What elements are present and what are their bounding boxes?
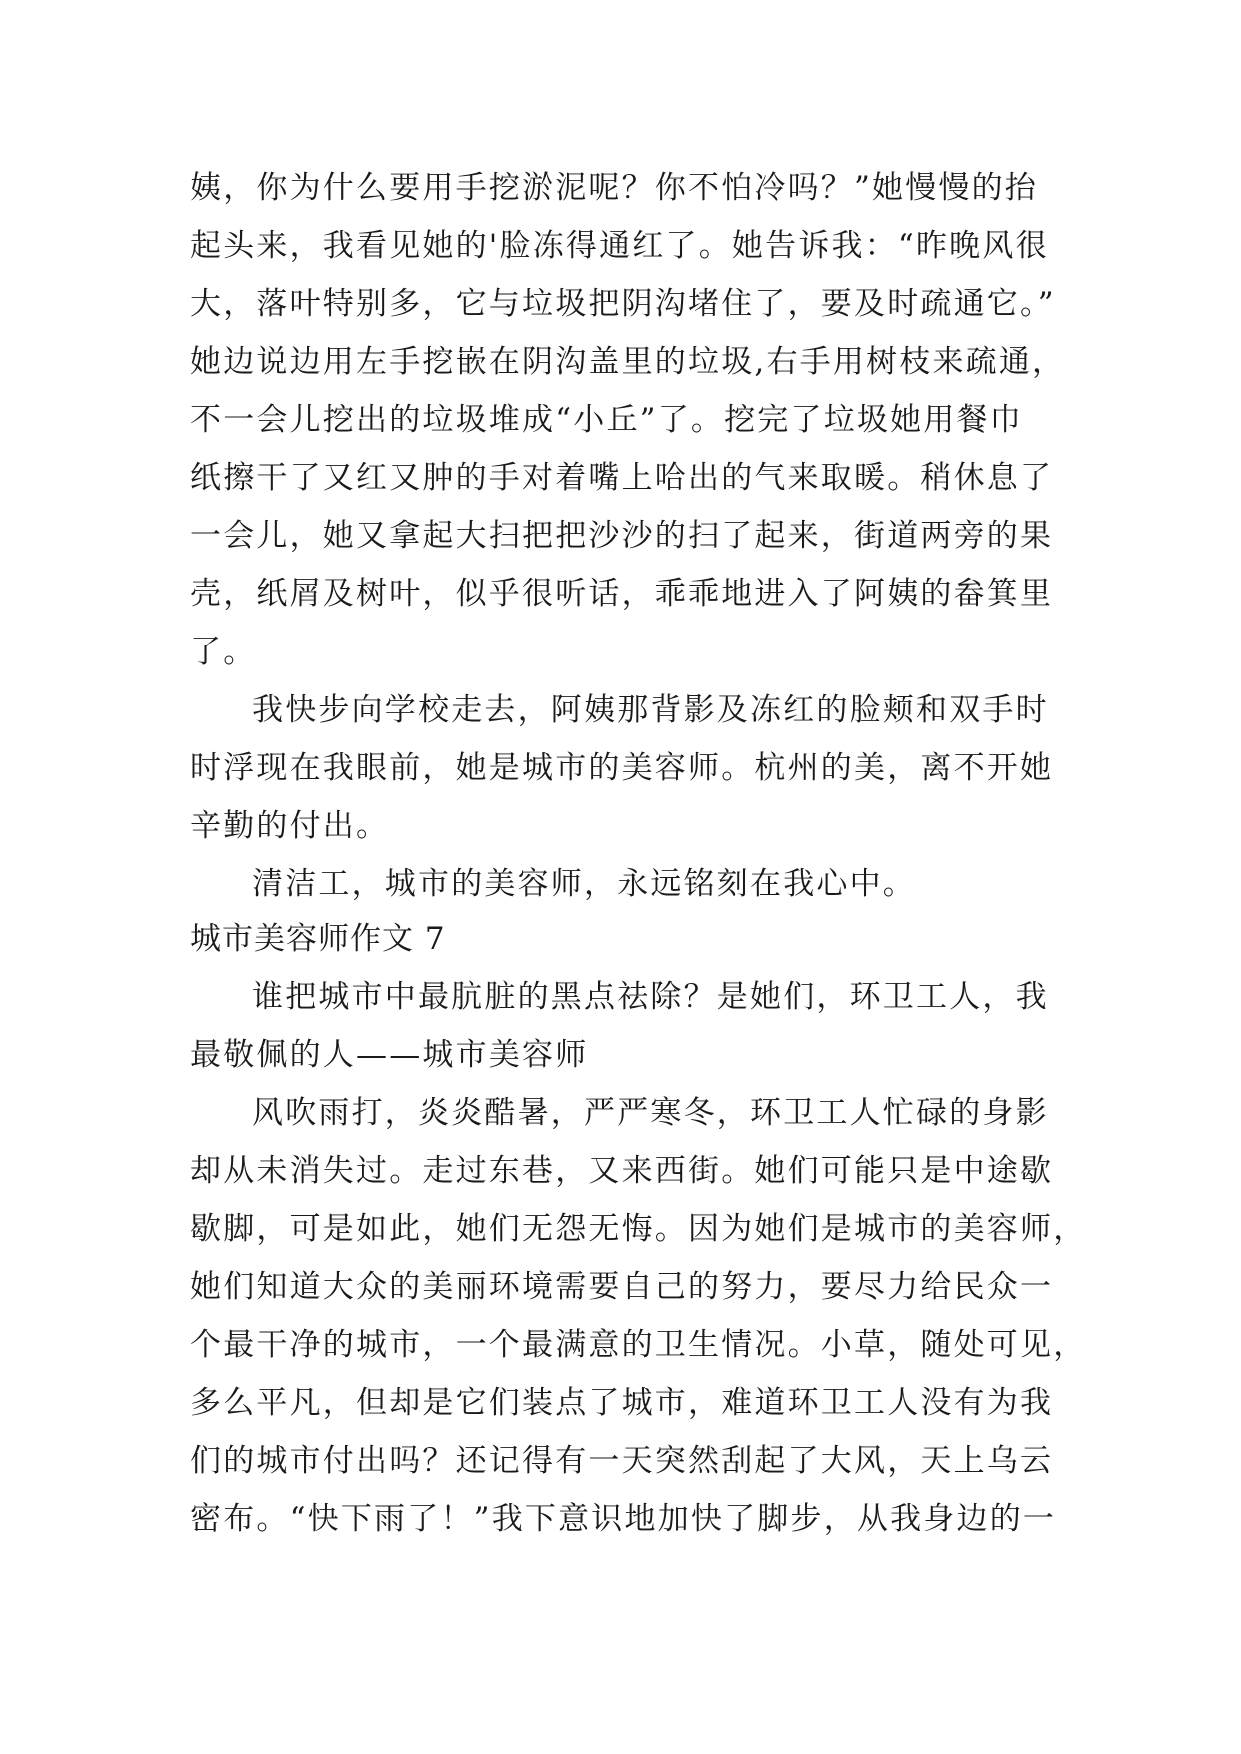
text-line: 时浮现在我眼前，她是城市的美容师。杭州的美，离不开她 [190, 750, 1054, 786]
text-line: 清洁工，城市的美容师，永远铭刻在我心中。 [252, 866, 916, 902]
text-line: 谁把城市中最肮脏的黑点祛除？是她们，环卫工人，我 [252, 979, 1049, 1015]
text-line: 一会儿，她又拿起大扫把把沙沙的扫了起来，街道两旁的果 [190, 518, 1054, 554]
text-line: 们的城市付出吗？还记得有一天突然刮起了大风，天上乌云 [190, 1443, 1054, 1479]
text-line: 了。 [190, 634, 257, 670]
text-line: 我快步向学校走去，阿姨那背影及冻红的脸颊和双手时 [252, 692, 1049, 728]
text-line: 辛勤的付出。 [190, 808, 390, 844]
text-line: 风吹雨打，炎炎酷暑，严严寒冬，环卫工人忙碌的身影 [252, 1095, 1049, 1131]
text-line: 纸擦干了又红又肿的手对着嘴上哈出的气来取暖。稍休息了 [190, 460, 1054, 496]
text-line: 歇脚，可是如此，她们无怨无悔。因为她们是城市的美容师， [190, 1211, 1087, 1247]
text-line: 起头来，我看见她的'脸冻得通红了。她告诉我：“昨晚风很 [190, 228, 1049, 264]
text-line: 密布。“快下雨了！”我下意识地加快了脚步，从我身边的一 [190, 1501, 1057, 1537]
text-line: 大，落叶特别多，它与垃圾把阴沟堵住了，要及时疏通它。” [190, 286, 1056, 322]
text-line: 不一会儿挖出的垃圾堆成“小丘”了。挖完了垃圾她用餐巾 [190, 402, 1023, 438]
text-line: 壳，纸屑及树叶，似乎很听话，乖乖地进入了阿姨的畚箕里 [190, 576, 1054, 612]
text-line: 她们知道大众的美丽环境需要自己的努力，要尽力给民众一 [190, 1269, 1054, 1305]
text-line: 个最干净的城市，一个最满意的卫生情况。小草，随处可见， [190, 1327, 1087, 1363]
text-line: 她边说边用左手挖嵌在阴沟盖里的垃圾,右手用树枝来疏通， [190, 344, 1066, 380]
text-line: 多么平凡，但却是它们装点了城市，难道环卫工人没有为我 [190, 1385, 1054, 1421]
text-line: 姨，你为什么要用手挖淤泥呢？你不怕冷吗？”她慢慢的抬 [190, 170, 1039, 206]
text-line: 却从未消失过。走过东巷，又来西街。她们可能只是中途歇 [190, 1153, 1054, 1189]
section-heading: 城市美容师作文 7 [190, 921, 446, 957]
text-line: 最敬佩的人——城市美容师 [190, 1037, 589, 1073]
